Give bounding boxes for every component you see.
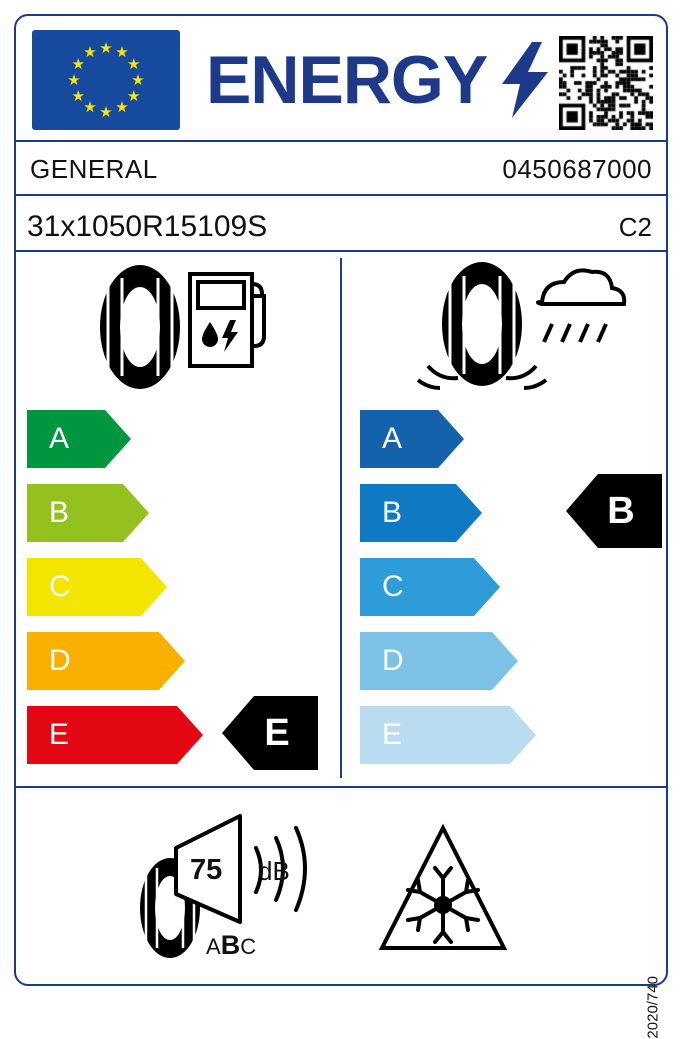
eu-star-icon: ★ xyxy=(115,43,129,61)
wet-result-letter: B xyxy=(607,490,635,532)
fuel-grade-letter-d: D xyxy=(49,644,71,677)
fuel-grade-arrow-a xyxy=(27,410,131,468)
eu-star-icon: ★ xyxy=(99,39,113,57)
wet-grade-letter-d: D xyxy=(382,644,404,677)
date-stamp: 2020/740 xyxy=(645,976,662,1039)
eu-star-icon: ★ xyxy=(126,55,141,73)
eu-star-icon: ★ xyxy=(83,43,97,61)
eu-star-icon: ★ xyxy=(67,71,81,89)
noise-value: 75 xyxy=(190,854,223,886)
qr-code-icon xyxy=(559,36,653,130)
eu-star-icon: ★ xyxy=(115,99,129,117)
wet-grade-arrow-b xyxy=(360,484,482,542)
wet-grade-letter-b: B xyxy=(382,496,403,529)
noise-class-a: A xyxy=(206,934,221,959)
three-peak-mountain-snowflake-icon xyxy=(378,822,508,962)
brand-name: GENERAL xyxy=(30,154,158,184)
fuel-grade-letter-b: B xyxy=(49,496,70,529)
fuel-grade-arrow-b xyxy=(27,484,149,542)
tyre-class: C2 xyxy=(618,212,652,242)
wet-grade-letter-e: E xyxy=(382,718,403,751)
fuel-result-letter: E xyxy=(264,712,290,754)
eu-star-icon: ★ xyxy=(126,87,141,105)
wet-grade-arrow-a xyxy=(360,410,464,468)
fuel-grade-arrow-c xyxy=(27,558,167,616)
divider-brand xyxy=(16,194,666,196)
divider-size xyxy=(16,250,666,252)
rain-cloud-tyre-icon xyxy=(410,262,620,397)
noise-class-c: C xyxy=(240,934,257,959)
eu-star-icon: ★ xyxy=(131,71,145,89)
fuel-efficiency-result-badge xyxy=(222,696,318,770)
noise-class-scale xyxy=(206,930,256,961)
fuel-pump-tyre-icon xyxy=(78,262,278,392)
panel-divider xyxy=(340,258,342,778)
eu-star-icon: ★ xyxy=(71,87,85,105)
wet-grade-letter-a: A xyxy=(382,422,403,455)
eu-flag-icon xyxy=(32,30,180,130)
fuel-grade-letter-e: E xyxy=(49,718,70,751)
eu-star-icon: ★ xyxy=(83,99,97,117)
lightning-bolt-icon xyxy=(498,42,550,118)
eu-star-icon: ★ xyxy=(99,103,113,121)
divider-top xyxy=(16,140,666,142)
fuel-grade-letter-a: A xyxy=(49,422,70,455)
wet-grip-result-badge xyxy=(566,474,662,548)
loudspeaker-tyre-icon xyxy=(130,812,360,970)
sku-code: 0450687000 xyxy=(502,154,652,184)
noise-unit: dB xyxy=(258,856,290,886)
tyre-size: 31x1050R15109S xyxy=(27,210,268,243)
wet-grade-arrow-c xyxy=(360,558,500,616)
noise-class-b: B xyxy=(220,930,241,960)
eu-star-icon: ★ xyxy=(71,55,85,73)
fuel-grade-letter-c: C xyxy=(49,570,71,603)
page-title: ENERGY xyxy=(206,42,488,118)
label-header xyxy=(16,16,666,136)
divider-bottom xyxy=(16,786,666,788)
wet-grade-letter-c: C xyxy=(382,570,404,603)
